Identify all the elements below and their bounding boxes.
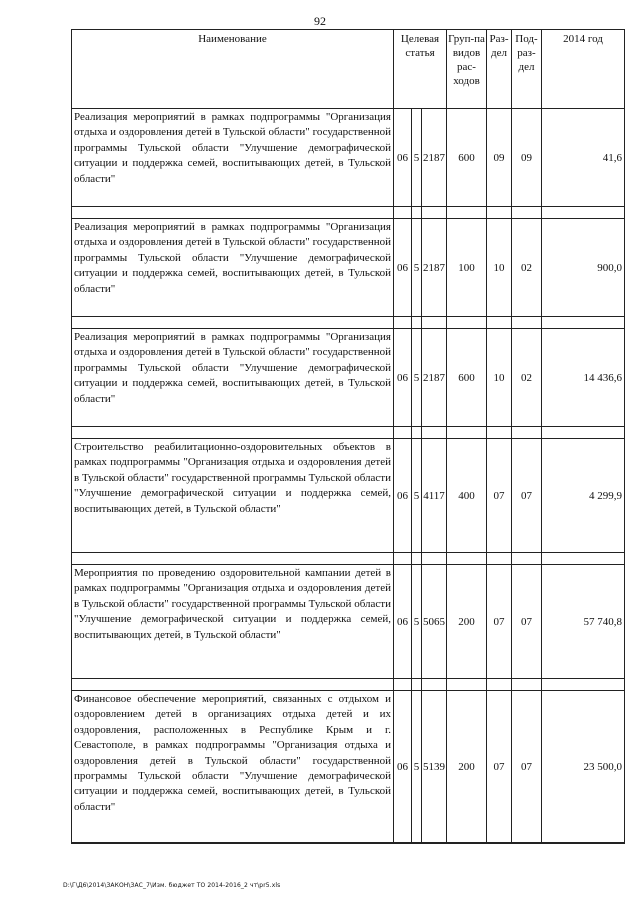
row-name: Реализация мероприятий в рамках подпрограммы "Организация отдыха и оздоровления детей в Тульской области" государственной программы Тульской области "Улучшение демографической ситуации и поддержка семей, воспитывающих детей, в Тульской области" bbox=[72, 109, 394, 207]
spacer-cell bbox=[412, 317, 422, 329]
amount-2014: 57 740,8 bbox=[542, 565, 625, 679]
table-row bbox=[72, 691, 625, 843]
table-row bbox=[72, 565, 625, 679]
expense-group-code: 600 bbox=[447, 109, 487, 207]
article-code-part2: 5 bbox=[412, 691, 422, 843]
header-section: Раз-дел bbox=[487, 30, 512, 109]
page-number: 92 bbox=[314, 14, 326, 28]
spacer-cell bbox=[422, 317, 447, 329]
row-spacer bbox=[72, 317, 625, 329]
spacer-cell bbox=[394, 679, 412, 691]
spacer-cell bbox=[487, 843, 512, 844]
spacer-cell bbox=[422, 427, 447, 439]
article-code-part1: 06 bbox=[394, 329, 412, 427]
article-code-part3: 5139 bbox=[422, 691, 447, 843]
row-spacer bbox=[72, 207, 625, 219]
spacer-cell bbox=[487, 317, 512, 329]
spacer-cell bbox=[394, 207, 412, 219]
spacer-cell bbox=[412, 553, 422, 565]
budget-table bbox=[71, 29, 625, 844]
spacer-cell bbox=[447, 679, 487, 691]
header-subsection: Под-раз-дел bbox=[512, 30, 542, 109]
row-spacer bbox=[72, 553, 625, 565]
spacer-cell bbox=[422, 843, 447, 844]
spacer-cell bbox=[412, 843, 422, 844]
spacer-cell bbox=[72, 207, 394, 219]
header-year: 2014 год bbox=[542, 30, 625, 109]
section-code: 10 bbox=[487, 329, 512, 427]
subsection-code: 07 bbox=[512, 565, 542, 679]
spacer-cell bbox=[394, 553, 412, 565]
article-code-part2: 5 bbox=[412, 219, 422, 317]
subsection-code: 02 bbox=[512, 219, 542, 317]
spacer-cell bbox=[447, 207, 487, 219]
spacer-cell bbox=[412, 207, 422, 219]
row-name: Финансовое обеспечение мероприятий, связанных с отдыхом и оздоровлением детей в организациях отдыха детей и их оздоровления, расположенных в Республике Крым и г. Севастополе, в рамках подпрограммы "Организация отдыха и оздоровления детей в Тульской области" государственной программы Тульской области "Улучшение демографической ситуации и поддержка семей, воспитывающих детей, в Тульской области" bbox=[72, 691, 394, 843]
file-path-footer: D:\Г\Д6\2014\ЗАКОН\ЗАС_7\Изм. бюджет ТО 2014-2016_2 чт\pr5.xls bbox=[63, 882, 281, 889]
spacer-cell bbox=[394, 843, 412, 844]
spacer-cell bbox=[487, 553, 512, 565]
spacer-cell bbox=[512, 207, 542, 219]
article-code-part1: 06 bbox=[394, 691, 412, 843]
spacer-cell bbox=[512, 843, 542, 844]
spacer-cell bbox=[487, 679, 512, 691]
article-code-part3: 4117 bbox=[422, 439, 447, 553]
row-spacer bbox=[72, 679, 625, 691]
spacer-cell bbox=[394, 427, 412, 439]
subsection-code: 07 bbox=[512, 439, 542, 553]
spacer-cell bbox=[487, 427, 512, 439]
expense-group-code: 200 bbox=[447, 691, 487, 843]
spacer-cell bbox=[447, 553, 487, 565]
row-name: Реализация мероприятий в рамках подпрограммы "Организация отдыха и оздоровления детей в Тульской области" государственной программы Тульской области "Улучшение демографической ситуации и поддержка семей, воспитывающих детей, в Тульской области" bbox=[72, 329, 394, 427]
header-row bbox=[72, 30, 625, 109]
subsection-code: 02 bbox=[512, 329, 542, 427]
section-code: 07 bbox=[487, 439, 512, 553]
spacer-cell bbox=[72, 553, 394, 565]
spacer-cell bbox=[542, 427, 625, 439]
spacer-cell bbox=[512, 679, 542, 691]
spacer-cell bbox=[422, 679, 447, 691]
row-spacer bbox=[72, 843, 625, 844]
spacer-cell bbox=[542, 679, 625, 691]
row-spacer bbox=[72, 427, 625, 439]
table-row bbox=[72, 219, 625, 317]
amount-2014: 4 299,9 bbox=[542, 439, 625, 553]
article-code-part2: 5 bbox=[412, 109, 422, 207]
section-code: 09 bbox=[487, 109, 512, 207]
spacer-cell bbox=[72, 679, 394, 691]
spacer-cell bbox=[487, 207, 512, 219]
article-code-part1: 06 bbox=[394, 565, 412, 679]
spacer-cell bbox=[412, 427, 422, 439]
article-code-part3: 5065 bbox=[422, 565, 447, 679]
header-expense-group: Груп-па видов рас-ходов bbox=[447, 30, 487, 109]
table-row bbox=[72, 109, 625, 207]
article-code-part3: 2187 bbox=[422, 329, 447, 427]
spacer-cell bbox=[412, 679, 422, 691]
amount-2014: 23 500,0 bbox=[542, 691, 625, 843]
spacer-cell bbox=[512, 317, 542, 329]
spacer-cell bbox=[542, 317, 625, 329]
spacer-cell bbox=[394, 317, 412, 329]
spacer-cell bbox=[72, 843, 394, 844]
spacer-cell bbox=[422, 207, 447, 219]
spacer-cell bbox=[422, 553, 447, 565]
expense-group-code: 400 bbox=[447, 439, 487, 553]
expense-group-code: 600 bbox=[447, 329, 487, 427]
spacer-cell bbox=[542, 207, 625, 219]
row-name: Реализация мероприятий в рамках подпрограммы "Организация отдыха и оздоровления детей в Тульской области" государственной программы Тульской области "Улучшение демографической ситуации и поддержка семей, воспитывающих детей, в Тульской области" bbox=[72, 219, 394, 317]
article-code-part1: 06 bbox=[394, 219, 412, 317]
spacer-cell bbox=[512, 427, 542, 439]
spacer-cell bbox=[447, 317, 487, 329]
amount-2014: 14 436,6 bbox=[542, 329, 625, 427]
spacer-cell bbox=[512, 553, 542, 565]
row-name: Строительство реабилитационно-оздоровительных объектов в рамках подпрограммы "Организация отдыха и оздоровления детей в Тульской области" государственной программы Тульской области "Улучшение демографической ситуации и поддержка семей, воспитывающих детей, в Тульской области" bbox=[72, 439, 394, 553]
spacer-cell bbox=[447, 843, 487, 844]
article-code-part1: 06 bbox=[394, 109, 412, 207]
section-code: 10 bbox=[487, 219, 512, 317]
header-name: Наименование bbox=[72, 30, 394, 109]
expense-group-code: 100 bbox=[447, 219, 487, 317]
amount-2014: 900,0 bbox=[542, 219, 625, 317]
article-code-part2: 5 bbox=[412, 439, 422, 553]
table-row bbox=[72, 329, 625, 427]
amount-2014: 41,6 bbox=[542, 109, 625, 207]
spacer-cell bbox=[72, 427, 394, 439]
section-code: 07 bbox=[487, 565, 512, 679]
article-code-part3: 2187 bbox=[422, 219, 447, 317]
section-code: 07 bbox=[487, 691, 512, 843]
spacer-cell bbox=[542, 553, 625, 565]
article-code-part2: 5 bbox=[412, 329, 422, 427]
spacer-cell bbox=[72, 317, 394, 329]
table-row bbox=[72, 439, 625, 553]
header-target-article: Целевая статья bbox=[394, 30, 447, 109]
subsection-code: 07 bbox=[512, 691, 542, 843]
expense-group-code: 200 bbox=[447, 565, 487, 679]
spacer-cell bbox=[447, 427, 487, 439]
article-code-part1: 06 bbox=[394, 439, 412, 553]
article-code-part3: 2187 bbox=[422, 109, 447, 207]
article-code-part2: 5 bbox=[412, 565, 422, 679]
subsection-code: 09 bbox=[512, 109, 542, 207]
spacer-cell bbox=[542, 843, 625, 844]
row-name: Мероприятия по проведению оздоровительной кампании детей в рамках подпрограммы "Организация отдыха и оздоровления детей в Тульской области" государственной программы Тульской области "Улучшение демографической ситуации и поддержка семей, воспитывающих детей, в Тульской области" bbox=[72, 565, 394, 679]
